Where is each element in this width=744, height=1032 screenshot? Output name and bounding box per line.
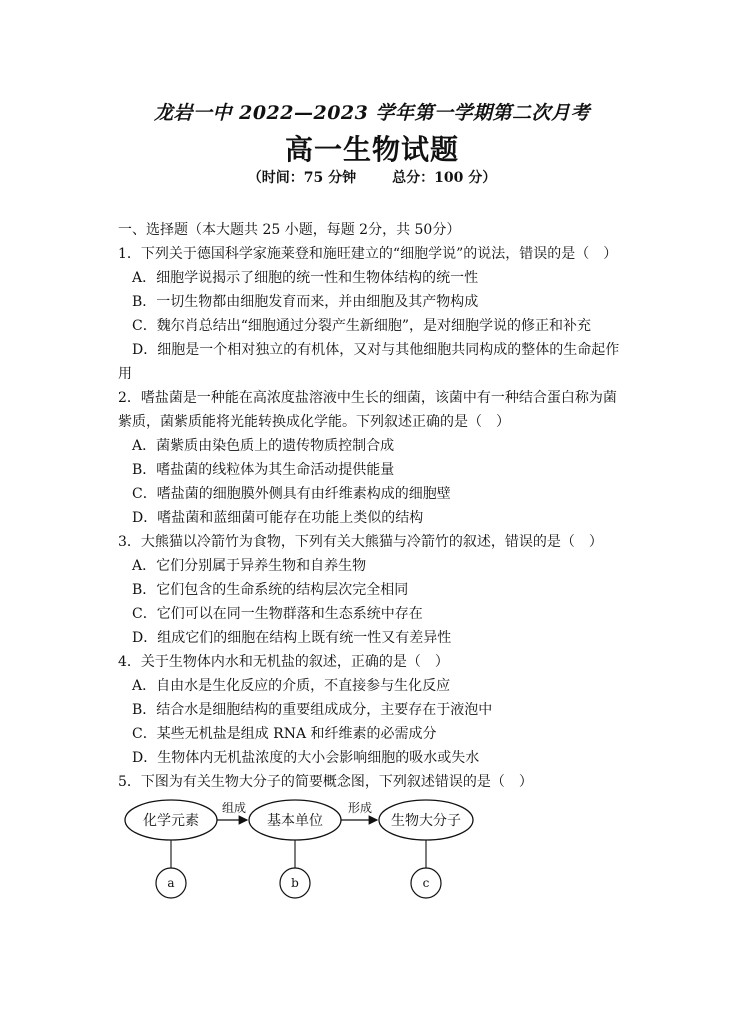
question-4-option-d: D．生物体内无机盐浓度的大小会影响细胞的吸水或失水 xyxy=(132,750,480,766)
school-exam-line: 龙岩一中 2022—2023 学年第一学期第二次月考 xyxy=(154,102,590,124)
time-info: （时间：75 分钟 xyxy=(247,170,357,186)
leaf-b-label: b xyxy=(291,876,299,890)
node-units-label: 基本单位 xyxy=(267,813,323,829)
question-1-stem: 1．下列关于德国科学家施莱登和施旺建立的“细胞学说”的说法，错误的是（ ） xyxy=(118,246,618,262)
question-1-option-b: B．一切生物都由细胞发育而来，并由细胞及其产物构成 xyxy=(132,294,479,310)
question-2-stem: 2．嗜盐菌是一种能在高浓度盐溶液中生长的细菌，该菌中有一种结合蛋白称为菌紫质，菌紫质能将光能转换成化学能。下列叙述正确的是（ ） xyxy=(118,390,617,430)
concept-diagram xyxy=(118,796,630,906)
question-2-option-a: A．菌紫质由染色质上的遗传物质控制合成 xyxy=(132,438,395,454)
question-3-option-a: A．它们分别属于异养生物和自养生物 xyxy=(132,558,367,574)
question-1-option-c: C．魏尔肖总结出“细胞通过分裂产生新细胞”，是对细胞学说的修正和补充 xyxy=(132,318,592,334)
score-info: 总分：100 分） xyxy=(392,170,497,186)
question-2-option-c: C．嗜盐菌的细胞膜外侧具有由纤维素构成的细胞壁 xyxy=(132,486,451,502)
arrow-form-label: 形成 xyxy=(347,801,373,815)
question-4-option-b: B．结合水是细胞结构的重要组成成分，主要存在于液泡中 xyxy=(132,702,493,718)
exam-time-score xyxy=(0,167,744,187)
node-elements-label: 化学元素 xyxy=(143,813,199,829)
question-2-option-d: D．嗜盐菌和蓝细菌可能存在功能上类似的结构 xyxy=(132,510,424,526)
question-3-option-d: D．组成它们的细胞在结构上既有统一性又有差异性 xyxy=(132,630,452,646)
question-1-option-d: D．细胞是一个相对独立的有机体，又对与其他细胞共同构成的整体的生命起作用 xyxy=(118,342,620,382)
leaf-c-label: c xyxy=(422,876,430,890)
question-3-option-b: B．它们包含的生命系统的结构层次完全相同 xyxy=(132,582,409,598)
leaf-a-label: a xyxy=(167,876,175,890)
question-1-option-a: A．细胞学说揭示了细胞的统一性和生物体结构的统一性 xyxy=(132,270,479,286)
question-4-option-a: A．自由水是生化反应的介质，不直接参与生化反应 xyxy=(132,678,451,694)
section-heading: 一、选择题（本大题共 25 小题，每题 2分，共 50分） xyxy=(118,222,461,238)
question-5-stem: 5．下图为有关生物大分子的简要概念图，下列叙述错误的是（ ） xyxy=(118,774,533,790)
concept-diagram-svg xyxy=(118,796,630,906)
question-4-stem: 4．关于生物体内水和无机盐的叙述，正确的是（ ） xyxy=(118,654,449,670)
question-body xyxy=(118,218,630,794)
question-3-stem: 3．大熊猫以冷箭竹为食物，下列有关大熊猫与冷箭竹的叙述，错误的是（ ） xyxy=(118,534,603,550)
node-macromolecule-label: 生物大分子 xyxy=(391,813,461,829)
exam-title: 高一生物试题 xyxy=(284,133,459,166)
question-2-option-b: B．嗜盐菌的线粒体为其生命活动提供能量 xyxy=(132,462,395,478)
question-4-option-c: C．某些无机盐是组成 RNA 和纤维素的必需成分 xyxy=(132,726,437,742)
arrow-compose-label: 组成 xyxy=(221,801,247,815)
question-3-option-c: C．它们可以在同一生物群落和生态系统中存在 xyxy=(132,606,423,622)
